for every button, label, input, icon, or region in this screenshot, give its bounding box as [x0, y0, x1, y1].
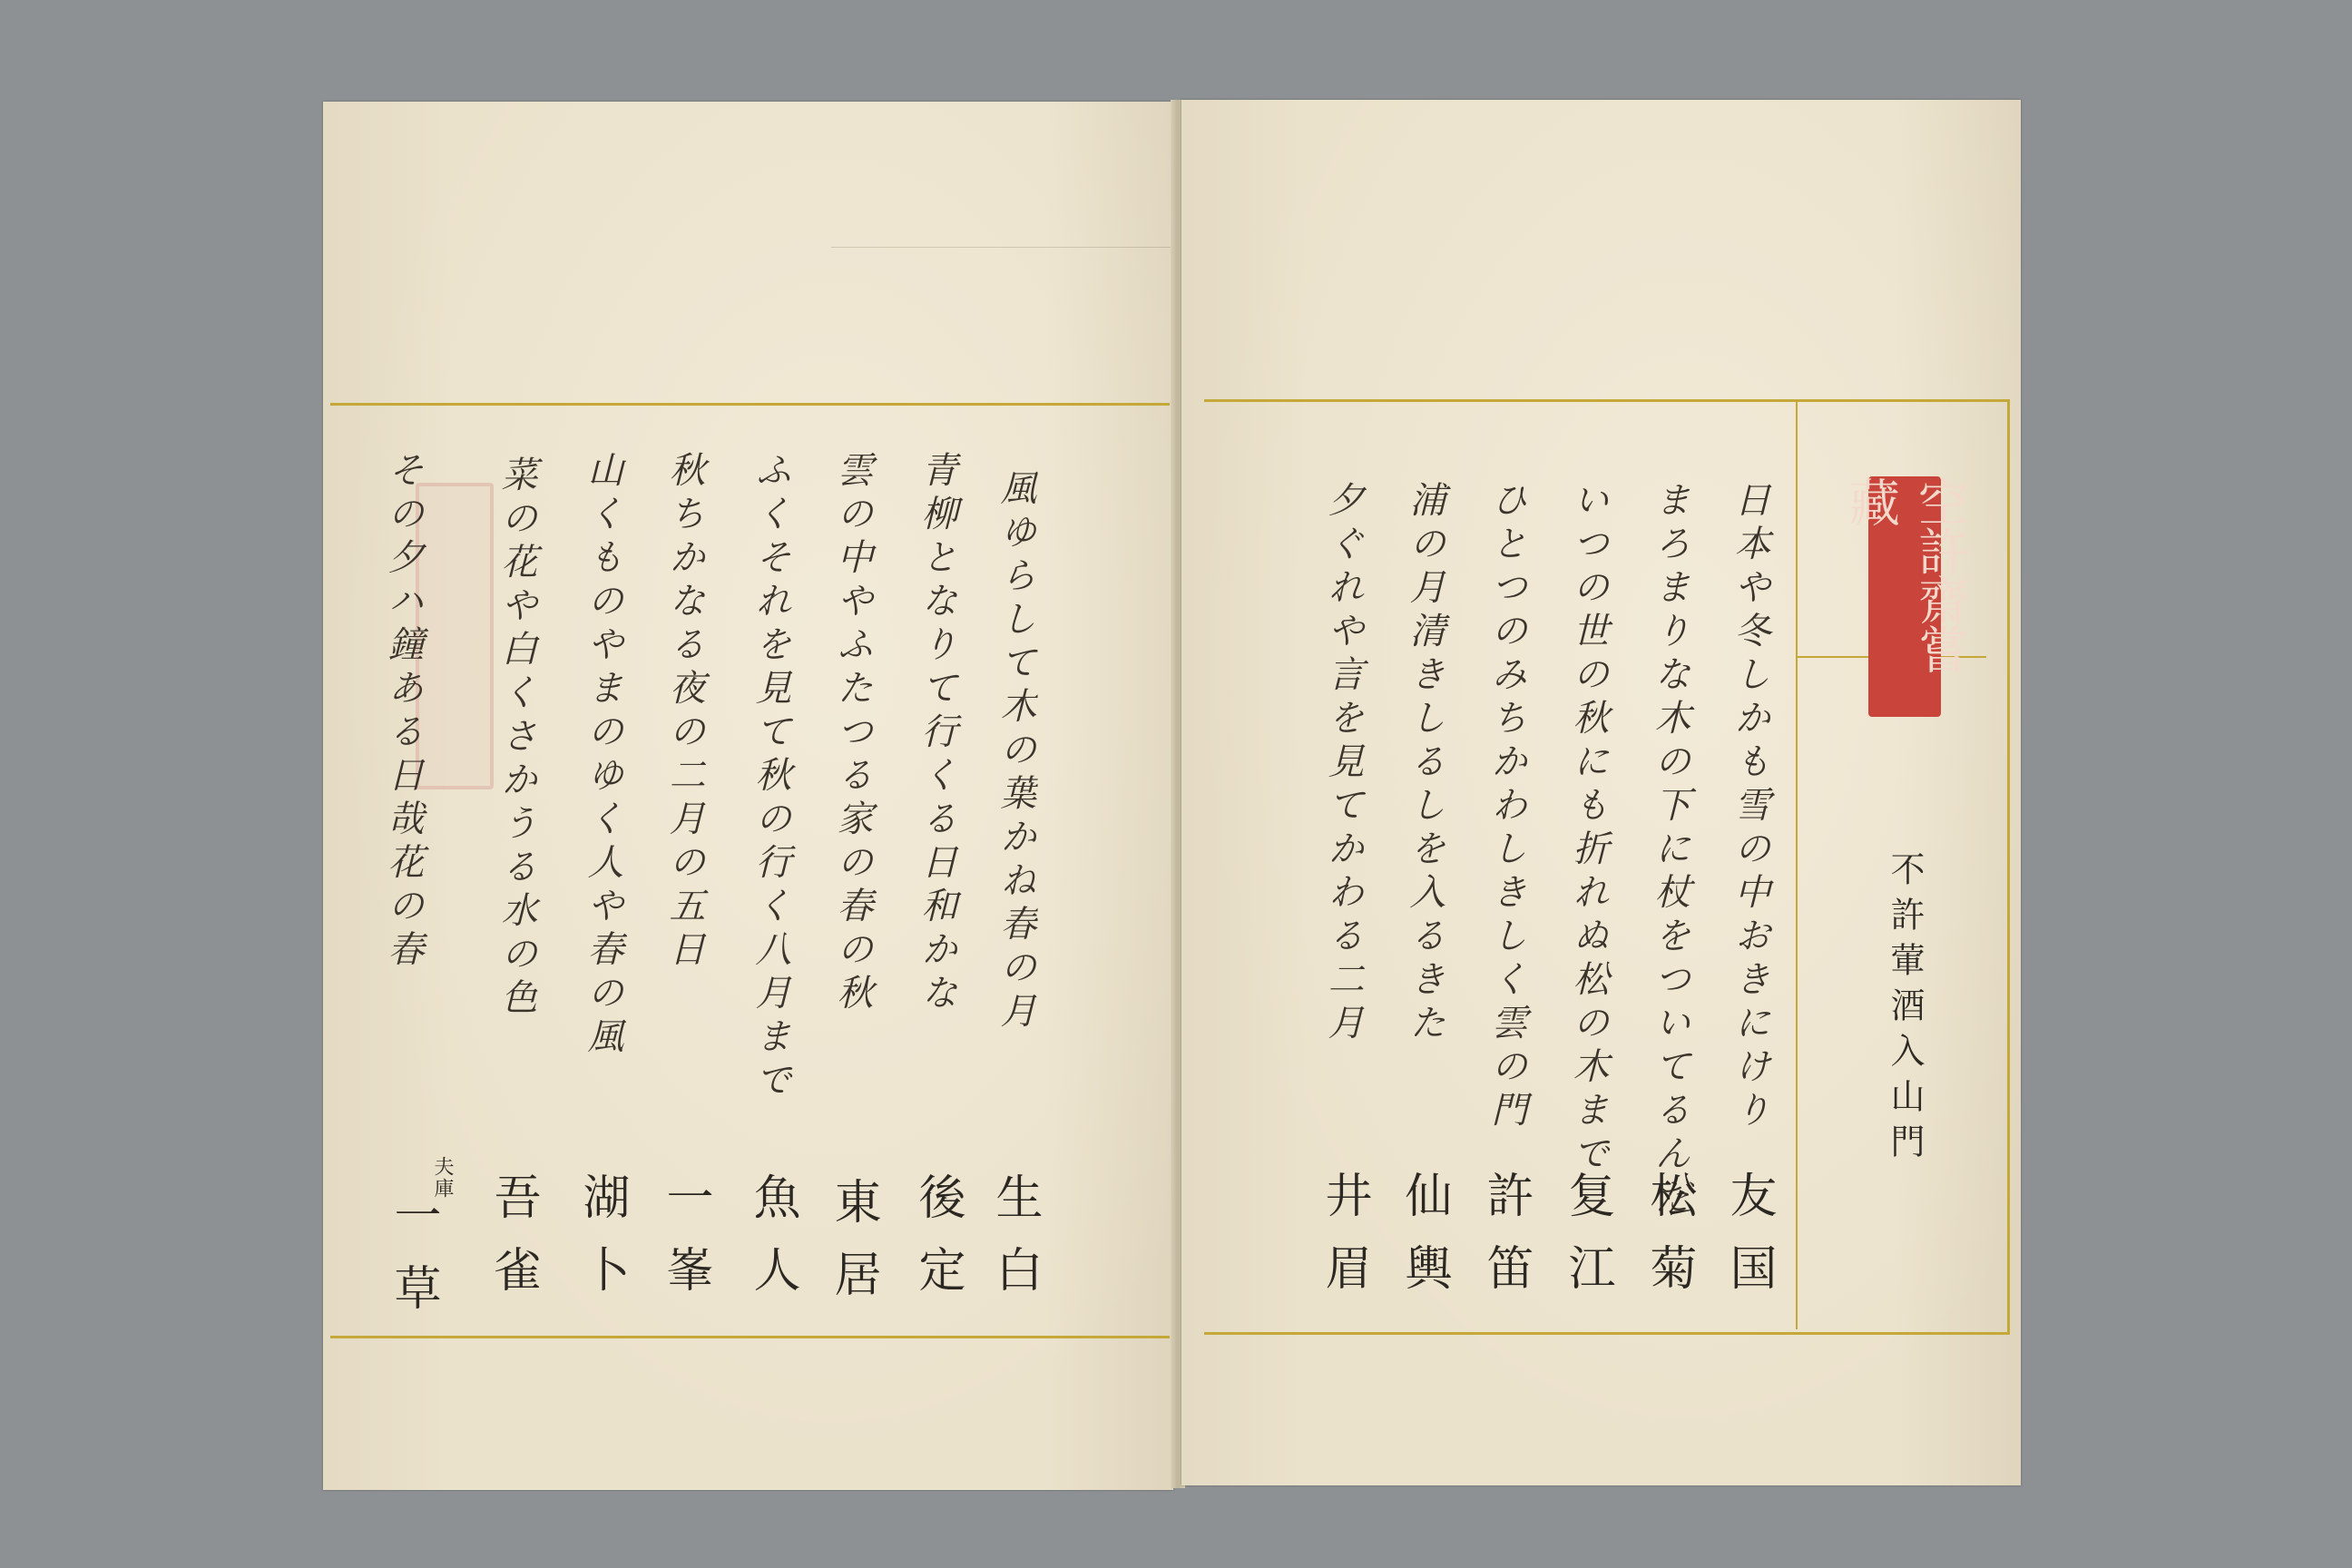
left-poem-1: 風ゆらして木の葉かね春の月 [995, 469, 1036, 1035]
left-author-8: 一草 [386, 1191, 440, 1336]
right-poem-2: まろまりな木の下に杖をついてるんだ [1649, 481, 1690, 1221]
right-author-4: 許笛 [1478, 1171, 1533, 1316]
left-poem-5: 秋ちかなる夜の二月の五日 [663, 451, 705, 974]
left-poem-2: 青柳となりて行くる日和かな [916, 451, 957, 1017]
title-column: 不許葷酒入山門 [1885, 851, 1925, 1169]
left-poem-3: 雲の中やふたつる家の春の秋 [831, 451, 873, 1017]
right-author-6: 井眉 [1317, 1171, 1371, 1316]
right-poem-3: いつの世の秋にも折れぬ松の木まで [1567, 481, 1609, 1178]
red-seal-stamp [1841, 476, 1969, 717]
right-page [1181, 100, 2021, 1485]
left-poem-7: 菜の花や白くさかうる水の色 [495, 456, 537, 1022]
left-author-2: 後定 [910, 1172, 965, 1318]
left-author-8-note: 夫庫 [431, 1156, 454, 1200]
left-author-7: 吾雀 [485, 1172, 540, 1318]
left-author-4: 魚人 [745, 1172, 799, 1318]
left-poem-6: 山くものやまのゆく人や春の風 [582, 451, 623, 1061]
right-poem-6: 夕ぐれや言を見てかわる二月 [1322, 481, 1364, 1047]
left-author-5: 一峯 [658, 1172, 712, 1318]
right-author-5: 仙輿 [1396, 1171, 1451, 1316]
left-poem-4: ふくそれを見て秋の行く八月まで [750, 451, 791, 1104]
left-poem-8: その夕ハ鐘ある日哉花の春 [382, 451, 424, 974]
left-author-6: 湖卜 [574, 1172, 629, 1318]
right-poem-1: 日本や冬しかも雪の中おきにけり [1729, 481, 1770, 1134]
left-page [323, 102, 1173, 1490]
right-poem-4: ひとつのみちかわしきしく雲の門 [1485, 481, 1527, 1134]
left-author-1: 生白 [987, 1172, 1042, 1318]
seal-text: 空許齋嘗藏 [1841, 476, 1969, 672]
right-poem-5: 浦の月清きしるしを入るきた [1404, 481, 1446, 1047]
left-author-3: 東居 [826, 1177, 880, 1322]
right-author-2: 松菊 [1642, 1171, 1696, 1316]
right-author-1: 友国 [1721, 1171, 1776, 1316]
right-author-3: 复江 [1560, 1171, 1614, 1316]
